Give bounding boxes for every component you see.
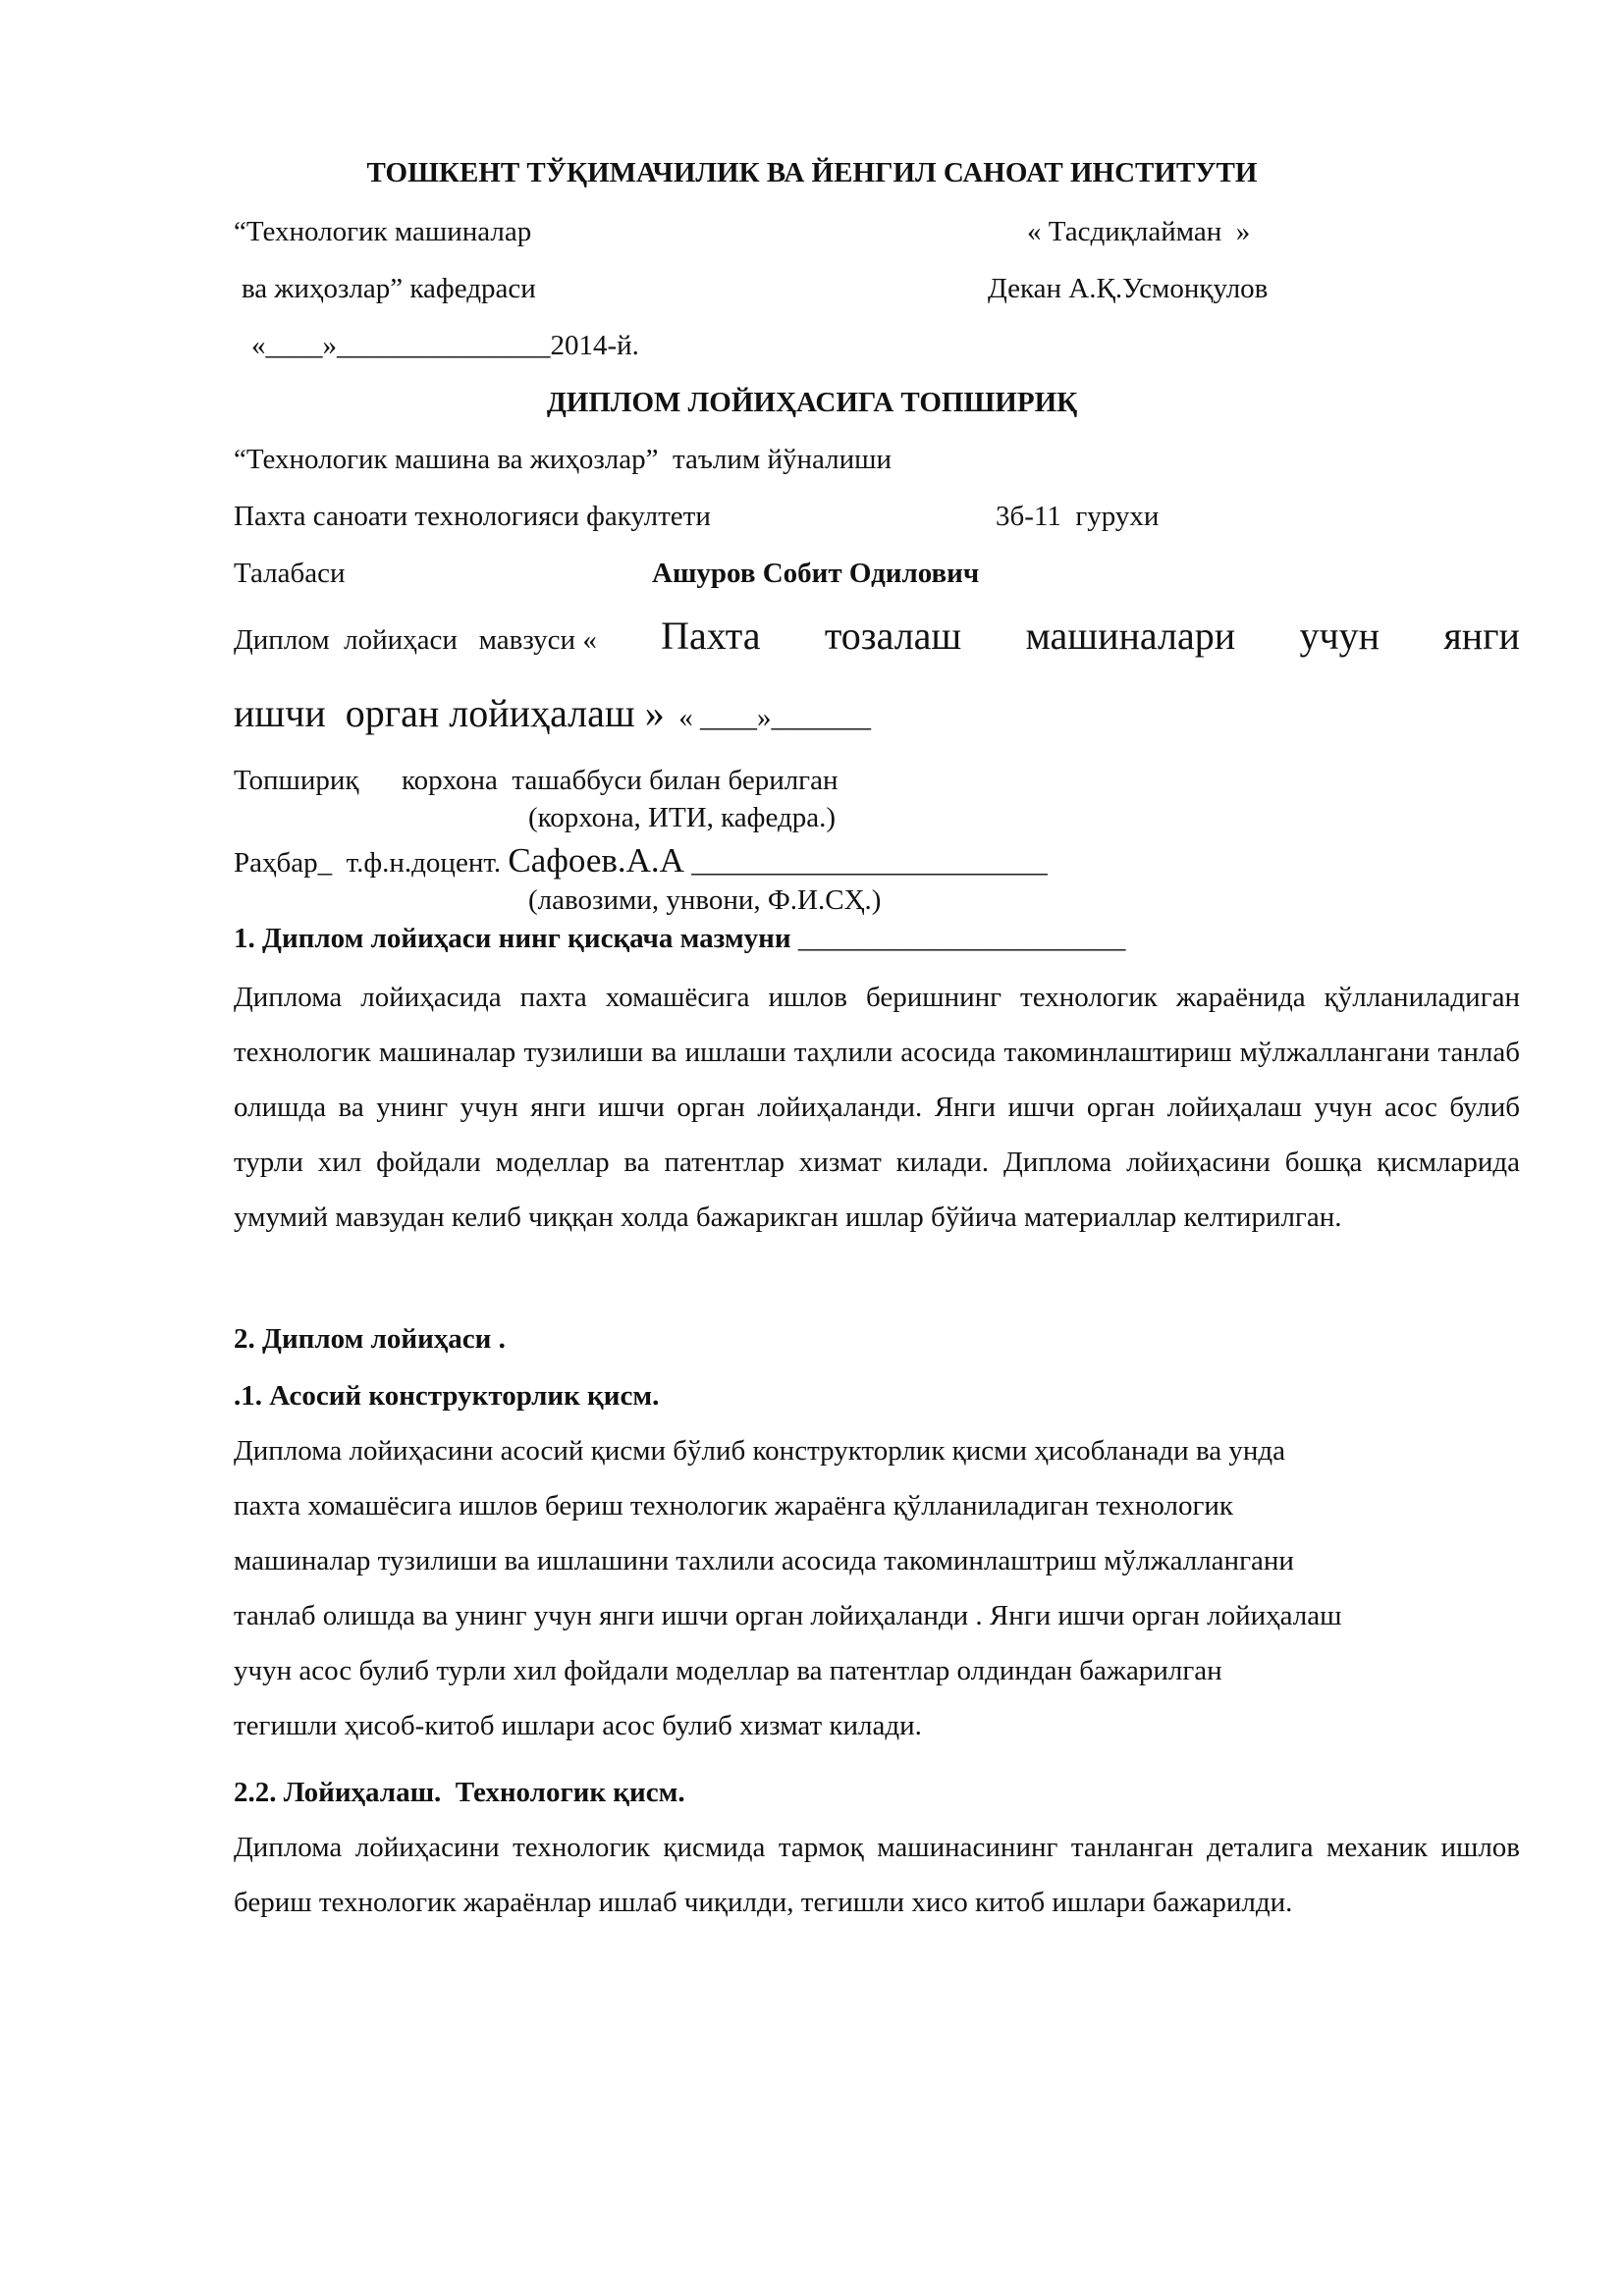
supervisor-lead: Раҳбар_ т.ф.н.доцент. [234, 847, 502, 879]
text-line: пахта хомашёсига ишлов бериш технологик жараёнга қўлланиладиган технологик [234, 1490, 1233, 1522]
topic-word: машиналари [1025, 614, 1236, 658]
assignment-line: Топшириқ корхона ташаббуси билан берилган [234, 765, 839, 796]
section-1-text: Диплома лойиҳасида пахта хомашёсига ишлов беришнинг технологик жараёнида қўлланиладиган технологик машиналар тузилиши ва ишлаши таҳлили асосида такоминлаштириш мўлжаллангани танлаб олишда ва унинг учун янги ишчи орган лойиҳаланди. Янги ишчи орган лойиҳалаш учун асос булиб турли хил фойдали моделлар ва патентлар хизмат килади. Диплома лойиҳасини бошқа қисмларида умумий мавзудан келиб чиққан холда бажарикган ишлар бўйича материаллар келтирилган. [234, 982, 1520, 1233]
supervisor-blank: _________________________ [683, 847, 1048, 879]
text-line: танлаб олишда ва унинг учун янги ишчи орган лойиҳаланди . Янги ишчи орган лойиҳалаш [234, 1600, 1342, 1631]
topic-lead: Диплом лойиҳаси мавзуси « [234, 624, 597, 656]
text-line: тегишли ҳисоб-китоб ишлари асос булиб хизмат килади. [234, 1710, 922, 1741]
topic-word: учун [1299, 614, 1380, 658]
assignment-note: (корхона, ИТИ, кафедра.) [528, 802, 836, 833]
institute-title: ТОШКЕНТ ТЎҚИМАЧИЛИК ВА ЙЕНГИЛ САНОАТ ИНСТИТУТИ [366, 157, 1258, 188]
topic-word: тозалаш [824, 614, 962, 658]
document-title: ДИПЛОМ ЛОЙИҲАСИГА ТОПШИРИҚ [546, 387, 1078, 418]
topic-line-2 [234, 689, 871, 742]
dean-name: Декан А.Қ.Усмонқулов [988, 273, 1269, 304]
section-2-2-text: Диплома лойиҳасини технологик қисмида тармоқ машинасининг танланган деталига механик ишлов бериш технологик жараёнлар ишлаб чиқилди, тегишли хисо китоб ишлари бажарилди. [234, 1832, 1520, 1918]
student-name: Ашуров Собит Одилович [652, 558, 980, 589]
student-label: Талабаси [234, 558, 346, 589]
topic-word: янги [1443, 614, 1520, 658]
section-1-blank: _______________________ [790, 923, 1126, 954]
section-2-1-title: .1. Асосий конструкторлик қисм. [234, 1380, 660, 1412]
study-direction: “Технологик машина ва жиҳозлар” таълим йўналиши [234, 444, 893, 475]
department-line-2: ва жиҳозлар” кафедраси [242, 273, 536, 304]
section-1-title: 1. Диплом лойиҳаси нинг қисқача мазмуни [234, 923, 791, 954]
section-2-1-text [234, 1423, 1530, 1753]
supervisor-note: (лавозими, унвони, Ф.И.СҲ.) [528, 884, 882, 916]
text-line: Диплома лойиҳасини асосий қисми бўлиб конструкторлик қисми ҳисобланади ва унда [234, 1435, 1286, 1467]
text-line: учун асос булиб турли хил фойдали моделлар ва патентлар олдиндан бажарилган [234, 1655, 1222, 1686]
faculty-name: Пахта саноати технологияси факултети [234, 501, 711, 532]
section-2-title: 2. Диплом лойиҳаси . [234, 1323, 506, 1355]
approval-label: « Тасдиқлайман » [1027, 216, 1251, 247]
department-line-1: “Технологик машиналар [234, 216, 532, 247]
supervisor-name: Сафоев.А.А [508, 841, 684, 880]
section-1-heading [234, 921, 1125, 956]
date-line: «____»_______________2014-й. [251, 330, 639, 361]
section-2-2-title: 2.2. Лойиҳалаш. Технологик қисм. [234, 1777, 685, 1808]
topic-continuation: ишчи орган лойиҳалаш » [234, 691, 665, 735]
topic-line-1 [234, 609, 1520, 667]
topic-date-blank: « ____»_______ [664, 702, 871, 733]
text-line: машиналар тузилиши ва ишлашини тахлили асосида такоминлаштриш мўлжаллангани [234, 1545, 1294, 1576]
group-number: 3б-11 гурухи [996, 501, 1160, 532]
supervisor-line [234, 841, 1048, 882]
topic-word: Пахта [661, 614, 761, 658]
